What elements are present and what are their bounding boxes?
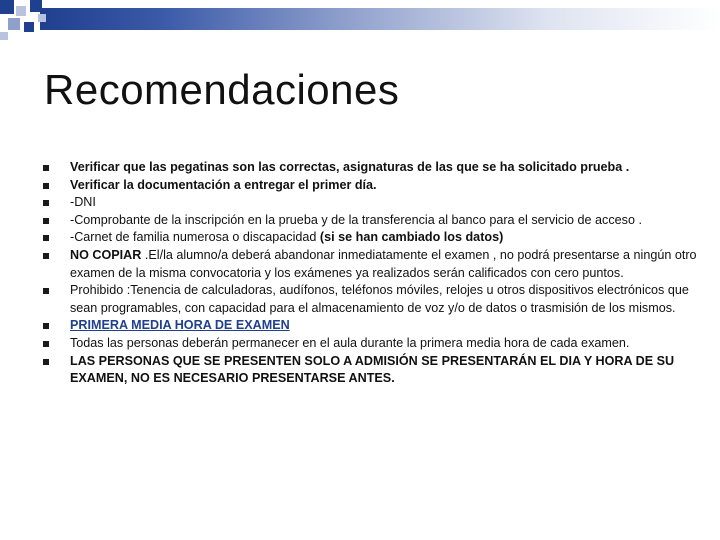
list-item bbox=[40, 335, 700, 353]
square-bullet-icon bbox=[43, 200, 49, 206]
square-bullet-icon bbox=[43, 253, 49, 259]
list-item bbox=[40, 353, 700, 388]
item-text: Prohibido :Tenencia de calculadoras, audífonos, teléfonos móviles, relojes u otros dispositivos electrónicos que sean programables, con capacidad para el almacenamiento de voz y/o de datos o trasmisión de los mismos. bbox=[70, 283, 689, 315]
item-text: (si se han cambiado los datos) bbox=[319, 230, 504, 245]
item-text: .El/la alumno/a deberá abandonar inmediatamente el examen , no podrá presentarse a ningún otro examen de la misma convocatoria y los exámenes ya realizados serán calificados con cero puntos. bbox=[70, 247, 697, 280]
square-bullet-icon bbox=[43, 218, 49, 224]
square-bullet-icon bbox=[43, 183, 49, 189]
decor-square-2 bbox=[16, 6, 26, 16]
item-text: Verificar que las pegatinas son las correctas, asignaturas de las que se ha solicitado prueba . bbox=[70, 160, 630, 174]
decor-square-6 bbox=[0, 32, 8, 40]
square-bullet-icon bbox=[43, 341, 49, 347]
list-item bbox=[40, 229, 700, 247]
item-text: -Comprobante de la inscripción en la prueba y de la transferencia al banco para el servicio de acceso . bbox=[70, 212, 642, 227]
header-decoration bbox=[0, 0, 720, 40]
list-item bbox=[40, 282, 700, 317]
page-title: Recomendaciones bbox=[44, 66, 400, 113]
square-bullet-icon bbox=[43, 288, 49, 294]
item-text: Verificar la documentación a entregar el primer día. bbox=[70, 177, 377, 192]
list-item bbox=[40, 159, 700, 177]
item-text: NO COPIAR bbox=[70, 247, 142, 262]
decor-square-3 bbox=[30, 0, 42, 12]
list-item bbox=[40, 317, 700, 335]
item-text: -DNI bbox=[70, 195, 96, 210]
item-text: Todas las personas deberán permanecer en el aula durante la primera media hora de cada examen. bbox=[70, 335, 630, 350]
recommendations-list bbox=[40, 159, 700, 388]
list-item bbox=[40, 177, 700, 195]
item-text: -Carnet de familia numerosa o discapacidad bbox=[70, 230, 320, 245]
list-item bbox=[40, 194, 700, 212]
item-text: LAS PERSONAS QUE SE PRESENTEN SOLO A ADMISIÓN SE PRESENTARÁN EL DIA Y HORA DE SU EXAMEN, NO ES NECESARIO PRESENTARSE ANTES. bbox=[70, 353, 675, 386]
decor-square-4 bbox=[8, 18, 20, 30]
square-bullet-icon bbox=[43, 323, 49, 329]
decor-square-1 bbox=[0, 0, 14, 14]
square-bullet-icon bbox=[43, 359, 49, 365]
square-bullet-icon bbox=[43, 165, 49, 171]
gradient-band bbox=[40, 8, 720, 30]
list-item bbox=[40, 212, 700, 230]
decor-square-7 bbox=[38, 14, 46, 22]
list-item bbox=[40, 247, 700, 282]
square-bullet-icon bbox=[43, 235, 49, 241]
decor-square-5 bbox=[24, 22, 34, 32]
item-link-text[interactable]: PRIMERA MEDIA HORA DE EXAMEN bbox=[70, 318, 290, 333]
